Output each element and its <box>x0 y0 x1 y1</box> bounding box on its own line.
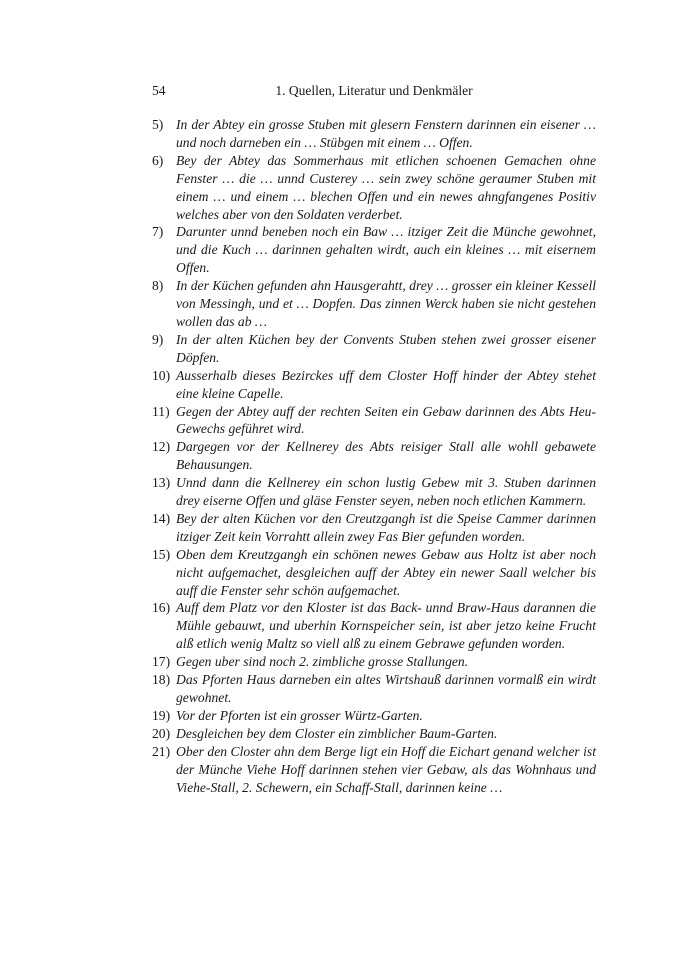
item-text: In der Abtey ein grosse Stuben mit glesern Fenstern darinnen ein eisener … und noch darneben ein … Stübgen mit einem … Offen. <box>176 117 596 150</box>
list-item <box>152 223 596 277</box>
item-text: In der alten Küchen bey der Convents Stuben stehen zwei grosser eisener Döpfen. <box>176 331 596 365</box>
list-item <box>152 152 596 224</box>
item-number: 19) <box>152 707 171 723</box>
list-item <box>152 116 596 152</box>
page-number: 54 <box>152 83 166 98</box>
item-text: Oben dem Kreutzgangh ein schönen newes Gebaw aus Holtz ist aber noch nicht aufgemachet, desgleichen auff der Abtey ein newer Saall welcher bis auff die Fenster sehr schön aufgemachet. <box>176 546 596 598</box>
item-number: 15) <box>152 546 171 562</box>
item-text: Bey der Abtey das Sommerhaus mit etlichen schoenen Gemachen ohne Fenster … die … unnd Custerey … sein zwey schöne geraumer Stuben mit einem … und einem … blechen Offen und ein newes ahngfangenes Positiv welches aber von den Soldaten verderbet. <box>176 152 596 222</box>
item-number: 6) <box>152 152 164 168</box>
list-item <box>152 277 596 331</box>
item-text: In der Küchen gefunden ahn Hausgerahtt, drey … grosser ein kleiner Kessell von Messingh, und et … Dopfen. Das zinnen Werck haben sie nicht gestehen wollen das ab … <box>176 278 596 329</box>
item-text: Gegen uber sind noch 2. zimbliche grosse Stallungen. <box>176 654 469 670</box>
list-item <box>152 367 596 403</box>
item-number: 13) <box>152 475 171 491</box>
item-number: 21) <box>152 743 171 759</box>
item-text: Vor der Pforten ist ein grosser Würtz-Garten. <box>176 707 423 723</box>
list-item <box>152 671 596 707</box>
item-number: 12) <box>152 439 171 455</box>
item-text: Ober den Closter ahn dem Berge ligt ein Hoff die Eichart genand welcher ist der Münche Viehe Hoff darinnen stehen vier Gebaw, als das Wohnhaus und Viehe-Stall, 2. Schewern, ein Schaff-Stall, darinnen keine … <box>176 743 596 795</box>
list-item <box>152 438 596 474</box>
running-title: 1. Quellen, Literatur und Denkmäler <box>275 83 473 98</box>
list-item <box>152 474 596 510</box>
item-text: Auff dem Platz vor den Kloster ist das Back- unnd Braw-Haus darannen die Mühle gebauwt, und uberhin Kornspeicher sein, ist aber jetzo keine Frucht alß etlich wenig Maltz so viell alß zu einem Gebrawe gefunden worden. <box>176 600 596 652</box>
item-text: Ausserhalb dieses Bezirckes uff dem Closter Hoff hinder der Abtey stehet eine kleine Capelle. <box>176 367 596 401</box>
item-text: Gegen der Abtey auff der rechten Seiten ein Gebaw darinnen des Abts Heu-Gewechs geführet wird. <box>176 403 596 437</box>
list-item <box>152 331 596 367</box>
item-number: 17) <box>152 654 171 670</box>
list-item <box>152 599 596 653</box>
running-head <box>152 83 596 103</box>
item-number: 7) <box>152 224 164 240</box>
inventory-list <box>152 116 596 796</box>
list-item <box>152 403 596 439</box>
item-number: 9) <box>152 331 164 347</box>
item-number: 5) <box>152 117 164 132</box>
item-text: Dargegen vor der Kellnerey des Abts reisiger Stall alle wohll gebawete Behausungen. <box>176 439 596 473</box>
item-number: 16) <box>152 600 171 616</box>
item-text: Darunter unnd beneben noch ein Baw … itziger Zeit die Münche gewohnet, und die Kuch … darinnen gehalten wirdt, auch ein kleines … mit eisernem Offen. <box>176 224 596 276</box>
list-item <box>152 707 596 725</box>
item-number: 8) <box>152 278 164 294</box>
item-number: 20) <box>152 725 171 741</box>
item-number: 11) <box>152 403 170 419</box>
list-item <box>152 743 596 797</box>
list-item <box>152 546 596 600</box>
list-item <box>152 653 596 671</box>
item-number: 14) <box>152 510 171 526</box>
item-text: Das Pforten Haus darneben ein altes Wirtshauß darinnen vormalß ein wirdt gewohnet. <box>176 672 596 705</box>
item-text: Unnd dann die Kellnerey ein schon lustig Gebew mit 3. Stuben darinnen drey eiserne Offen und gläse Fenster seyen, neben noch etlichen Kammern. <box>176 475 596 509</box>
list-item <box>152 725 596 743</box>
item-text: Desgleichen bey dem Closter ein zimblicher Baum-Garten. <box>176 725 498 741</box>
list-item <box>152 510 596 546</box>
item-number: 18) <box>152 672 171 688</box>
item-text: Bey der alten Küchen vor den Creutzgangh ist die Speise Cammer darinnen itziger Zeit kein Vorrahtt allein zwey Fas Bier gefunden worden. <box>176 510 596 544</box>
item-number: 10) <box>152 367 171 383</box>
